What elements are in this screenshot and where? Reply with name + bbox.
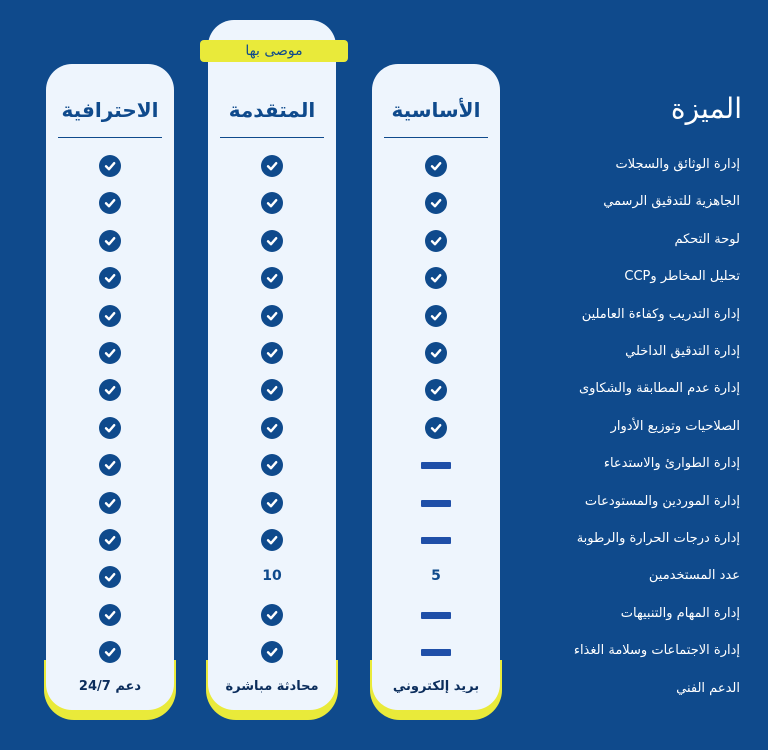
check-icon (425, 155, 447, 177)
check-icon (99, 566, 121, 588)
plan-column-pro (46, 64, 174, 710)
feature-label: إدارة الطوارئ والاستدعاء (603, 456, 740, 472)
plan-column-advanced (208, 20, 336, 710)
check-icon (425, 192, 447, 214)
check-icon (261, 604, 283, 626)
check-icon (99, 492, 121, 514)
check-icon (261, 454, 283, 476)
check-icon (99, 192, 121, 214)
check-icon (99, 342, 121, 364)
check-icon (425, 267, 447, 289)
feature-label: إدارة الاجتماعات وسلامة الغذاء (573, 643, 740, 659)
feature-label: إدارة التدريب وكفاءة العاملين (581, 306, 740, 322)
check-icon (99, 267, 121, 289)
feature-label: الصلاحيات وتوزيع الأدوار (610, 418, 740, 434)
feature-label: إدارة التدقيق الداخلي (625, 344, 740, 359)
check-icon (425, 379, 447, 401)
feature-label: إدارة الوثائق والسجلات (615, 157, 740, 172)
plan-title: الاحترافية (61, 98, 159, 122)
dash-icon (421, 612, 451, 619)
dash-icon (421, 649, 451, 656)
check-icon (425, 305, 447, 327)
plan-title-divider (58, 137, 162, 138)
check-icon (261, 417, 283, 439)
check-icon (261, 379, 283, 401)
dash-icon (421, 537, 451, 544)
plan-title-divider (384, 137, 488, 138)
check-icon (425, 417, 447, 439)
feature-label: تحليل المخاطر وCCP (624, 269, 740, 285)
check-icon (99, 454, 121, 476)
check-icon (99, 305, 121, 327)
check-icon (99, 379, 121, 401)
plan-title-divider (220, 137, 324, 138)
user-count: 10 (262, 568, 282, 585)
feature-label: الجاهزية للتدقيق الرسمي (603, 194, 740, 210)
recommended-badge: موصى بها (200, 40, 348, 62)
check-icon (99, 417, 121, 439)
plan-title: المتقدمة (228, 98, 316, 122)
check-icon (261, 492, 283, 514)
check-icon (261, 641, 283, 663)
feature-label: إدارة المهام والتنبيهات (620, 605, 740, 621)
feature-label: الدعم الفني (676, 680, 740, 696)
check-icon (261, 230, 283, 252)
dash-icon (421, 500, 451, 507)
plan-support: بريد إلكتروني (392, 679, 480, 694)
feature-label: لوحة التحكم (674, 231, 740, 247)
plan-column-basic (372, 64, 500, 710)
user-count: 5 (431, 568, 441, 585)
plan-support: دعم 24/7 (78, 679, 142, 694)
check-icon (99, 529, 121, 551)
check-icon (99, 230, 121, 252)
check-icon (261, 267, 283, 289)
check-icon (425, 230, 447, 252)
check-icon (261, 155, 283, 177)
plan-support: محادثة مباشرة (225, 679, 319, 694)
feature-label: إدارة الموردين والمستودعات (584, 493, 740, 509)
feature-label: عدد المستخدمين (648, 568, 740, 584)
features-heading: الميزة (670, 92, 742, 125)
check-icon (261, 529, 283, 551)
check-icon (425, 342, 447, 364)
feature-label: إدارة عدم المطابقة والشكاوى (578, 381, 740, 397)
dash-icon (421, 462, 451, 469)
check-icon (99, 604, 121, 626)
check-icon (99, 641, 121, 663)
check-icon (261, 305, 283, 327)
check-icon (261, 342, 283, 364)
check-icon (261, 192, 283, 214)
feature-label: إدارة درجات الحرارة والرطوبة (576, 531, 740, 546)
check-icon (99, 155, 121, 177)
plan-title: الأساسية (391, 98, 481, 122)
